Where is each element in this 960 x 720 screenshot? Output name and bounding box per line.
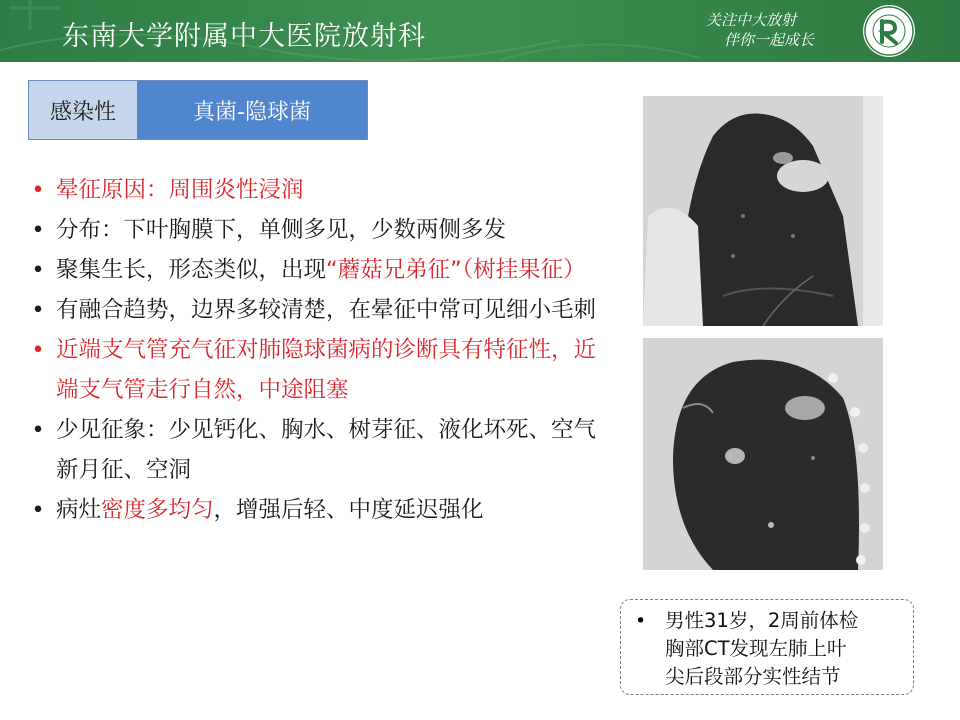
case-note [620,599,914,695]
bullet-dot: • [31,257,45,283]
bullet-text: ，增强后轻、中度延迟强化 [213,497,484,523]
bullet-dot: • [31,417,45,443]
bullet-text: 分布：下叶胸膜下，单侧多见，少数两侧多发 [56,217,507,243]
bullet-dot: • [31,337,45,363]
bullet-list [28,170,598,530]
bullet-item [28,210,598,250]
header-banner [0,0,960,62]
bullet-text: 少见征象：少见钙化、胸水、树芽征、液化坏死、空气新月征、空洞 [56,417,597,483]
bullet-text: 对肺隐球菌病的诊断具有特征性，近端支气管走行自然，中途阻塞 [56,337,597,403]
bullet-item [28,170,598,210]
bullet-dot: • [31,497,45,523]
ct-axial-image [643,338,883,570]
page-title: 东南大学附属中大医院放射科 [62,21,426,52]
case-note-line-2: 胸部CT发现左肺上叶 [665,637,847,660]
bullet-item [28,290,598,330]
ct-coronal-image [643,96,883,326]
bullet-text: 近端支气管充气征 [56,337,237,363]
bullet-text: 有融合趋势，边界多较清楚，在晕征中常可见细小毛刺 [56,297,597,323]
bullet-dot: • [31,297,45,323]
slogan [706,10,814,50]
category-label: 感染性 [29,81,137,139]
topic-label: 真菌-隐球菌 [137,81,367,139]
bullet-dot: • [31,177,45,203]
case-note-line-3: 尖后段部分实性结节 [665,665,841,688]
slogan-line-2: 伴你一起成长 [724,31,815,49]
bullet-item [28,250,598,290]
bullet-dot: • [31,217,45,243]
bullet-text: 聚集生长，形态类似，出现 [56,257,327,283]
bullet-text: 晕征原因：周围炎性浸润 [56,177,304,203]
bullet-item [28,330,598,410]
case-note-line-1: 男性31岁，2周前体检 [665,609,859,632]
hospital-logo-icon [851,3,927,59]
note-bullet: • [635,610,647,632]
bullet-text: 密度多均匀 [101,497,214,523]
bullet-text: “蘑菇兄弟征”（树挂果征） [326,257,586,283]
slogan-line-1: 关注中大放射 [706,11,797,29]
bullet-text: 病灶 [56,497,102,523]
topic-tag-box [28,80,368,140]
bullet-item [28,490,598,530]
bullet-item [28,410,598,490]
